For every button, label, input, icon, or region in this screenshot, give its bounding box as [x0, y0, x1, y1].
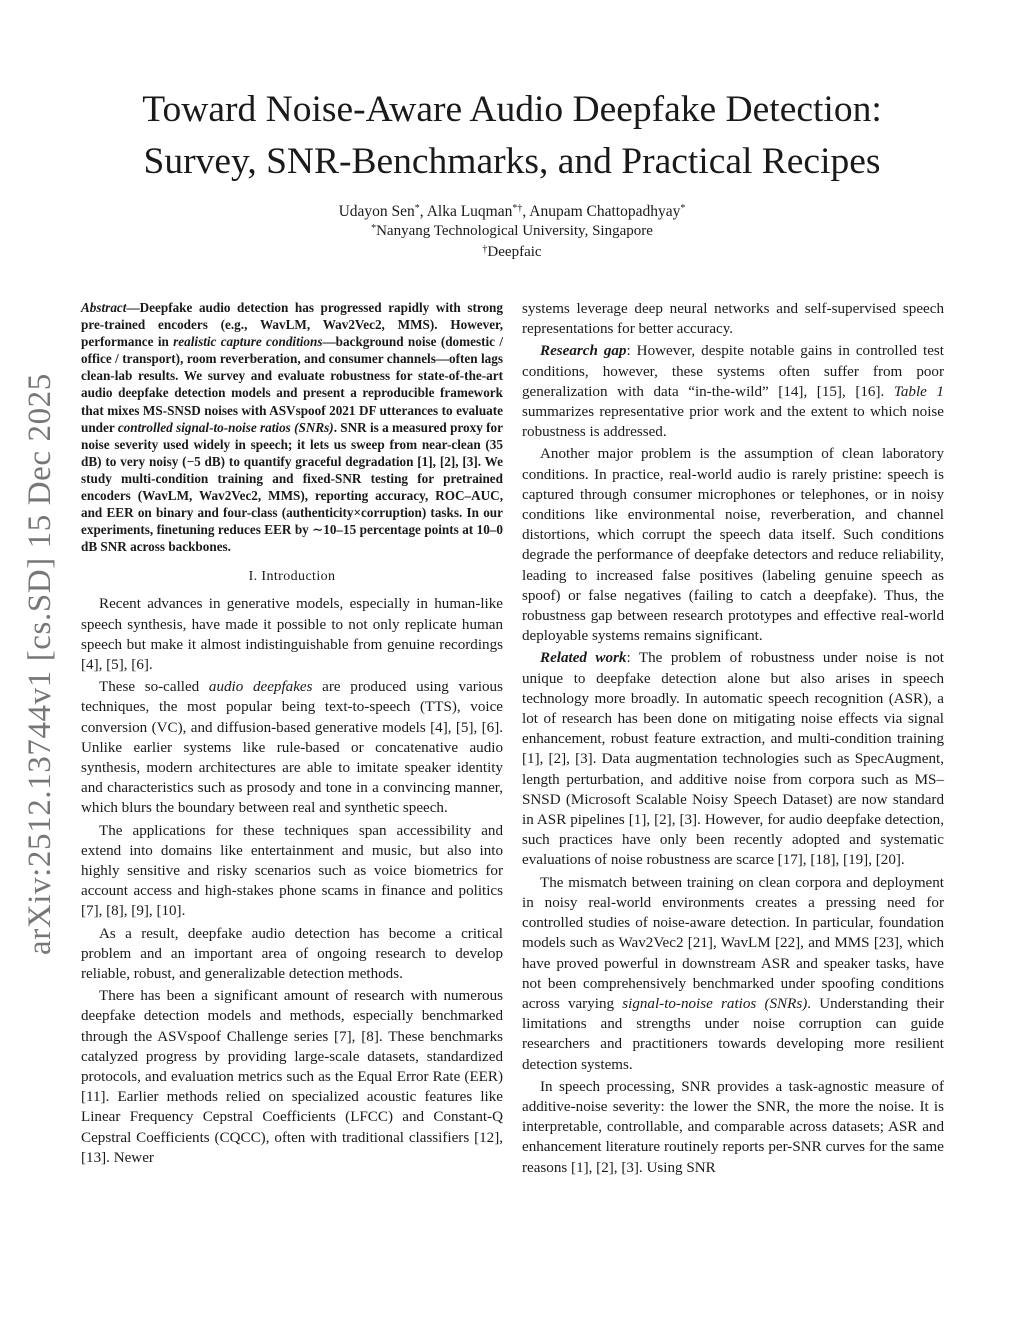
research-gap-label: Research gap	[540, 343, 627, 360]
intro-paragraph-2-text-b: are produced using various techniques, the most popular being text-to-speech (TTS), voice conversion (VC), and diffusion-based generative models [4], [5], [6]. Unlike earlier systems like rule-based or concatenative audio synthesis, modern architectures are able to imitate speaker identity and characteristics such as prosody and tone in a convincing manner, which blurs the boundary between real and synthetic speech.	[81, 679, 503, 817]
right-paragraph-3: Another major problem is the assumption of clean laboratory conditions. In practice, real-world audio is rarely pristine: speech is captured through consumer microphones or telephones, or in noisy conditions like environmental noise, reverberation, and channel distortions, which corrupt the speech data itself. Such conditions degrade the performance of deepfake detectors and reduce reliability, leading to increased false positives (labeling genuine speech as spoof) or false negatives (failing to catch a deepfake). Thus, the robustness gap between research prototypes and effective real-world deployable systems remains significant.	[522, 446, 944, 645]
affiliation-1-mark: *	[371, 223, 377, 234]
author-separator: ,	[522, 203, 530, 220]
intro-paragraph-4: As a result, deepfake audio detection has become a critical problem and an important area of ongoing research to develop reliable, robust, and generalizable detection methods.	[81, 925, 503, 983]
author-names	[60, 202, 964, 221]
related-work-paragraph	[522, 648, 944, 870]
affiliation-2-text: Deepfaic	[487, 244, 542, 260]
right-paragraph-5-emphasis: signal-to-noise ratios (SNRs)	[622, 995, 808, 1012]
related-work-colon: :	[626, 650, 639, 667]
title-line-1: Toward Noise-Aware Audio Deepfake Detection:	[142, 89, 882, 130]
abstract-text-3: . SNR is a measured proxy for noise severity used widely in speech; it lets us sweep from near-clean (35 dB) to very noisy (−5 dB) to quantify graceful degradation [1], [2], [3]. We study multi-condition training and fixed-SNR testing for pretrained encoders (WavLM, Wav2Vec2, MMS), reporting accuracy, ROC–AUC, and EER on binary and four-class (authenticity×corruption) tasks. In our experiments, finetuning reduces EER by ∼10–15 percentage points at 10–0 dB SNR across backbones.	[81, 419, 503, 555]
abstract-text-2: —background noise (domestic / office / transport), room reverberation, and consumer channels—often lags clean-lab results. We survey and evaluate robustness for state-of-the-art audio deepfake detection models and present a reproducible framework that mixes MS-SNSD noises with ASVspoof 2021 DF utterances to evaluate under	[81, 334, 504, 435]
intro-paragraph-2	[81, 677, 503, 818]
author-3: Anupam Chattopadhyay	[529, 203, 681, 220]
arxiv-identifier: arXiv:2512.13744v1 [cs.SD] 15 Dec 2025	[22, 373, 58, 955]
title-line-2: Survey, SNR-Benchmarks, and Practical Recipes	[143, 141, 881, 182]
left-column	[81, 299, 503, 1170]
research-gap-colon: :	[626, 343, 637, 360]
intro-paragraph-2-text-a: These so-called	[99, 679, 209, 696]
right-paragraph-6: In speech processing, SNR provides a task-agnostic measure of additive-noise severity: the lower the SNR, the more the noise. It is interpretable, controllable, and comparable across datasets; ASR and enhancement literature routinely reports per-SNR curves for the same reasons [1], [2], [3]. Using SNR	[522, 1078, 944, 1176]
affiliation-1-text: Nanyang Technological University, Singapore	[376, 223, 653, 239]
author-2: Alka Luqman	[426, 203, 513, 220]
right-paragraph-1: systems leverage deep neural networks and self-supervised speech representations for better accuracy.	[522, 301, 944, 338]
abstract	[81, 299, 503, 555]
abstract-text-1: —Deepfake audio detection has progressed rapidly with strong pre-trained encoders (e.g., WavLM, Wav2Vec2, MMS). However, performance in	[81, 300, 503, 350]
abstract-lead: Abstract	[81, 300, 127, 315]
affiliation-2	[60, 242, 964, 263]
related-work-label: Related work	[540, 650, 627, 667]
author-block	[60, 202, 964, 263]
research-gap-paragraph	[522, 341, 944, 442]
intro-paragraph-3: The applications for these techniques span accessibility and extend into domains like entertainment and music, but also into highly sensitive and risky scenarios such as voice biometrics for account access and high-stakes phone scams in finance and politics [7], [8], [9], [10].	[81, 822, 503, 920]
affiliation-2-mark: †	[482, 244, 488, 255]
right-paragraph-5	[522, 873, 944, 1075]
affiliation-1	[60, 221, 964, 242]
abstract-emphasis-1: realistic capture conditions	[173, 334, 323, 350]
author-separator: ,	[419, 203, 427, 220]
section-heading-introduction: I. Introduction	[248, 569, 336, 585]
intro-paragraph-1: Recent advances in generative models, especially in human-like speech synthesis, have made it possible to not only replicate human speech but make it almost indistinguishable from genuine recordings [4], [5], [6].	[81, 596, 503, 674]
author-1-mark: *	[414, 203, 420, 214]
paper-title	[60, 84, 964, 188]
author-3-mark: *	[680, 203, 686, 214]
research-gap-text-b: summarizes representative prior work and the extent to which noise robustness is addressed.	[522, 404, 944, 441]
right-column	[522, 299, 944, 1180]
right-paragraph-5-text-a: The mismatch between training on clean corpora and deployment in noisy real-world environments creates a pressing need for controlled studies of noise-aware detection. In particular, foundation models such as Wav2Vec2 [21], WavLM [22], and MMS [23], which have proved powerful in downstream ASR and speaker tasks, have not been comprehensively benchmarked under spoofing conditions across varying	[522, 874, 944, 1012]
author-2-mark: *†	[512, 203, 523, 214]
right-paragraph-5-text-b: . Understanding their limitations and strengths under noise corruption can guide researchers and practitioners towards developing more resilient detection systems.	[522, 995, 944, 1073]
author-1: Udayon Sen	[338, 203, 415, 220]
table-reference: Table 1	[893, 383, 944, 400]
related-work-text: The problem of robustness under noise is not unique to deepfake detection alone but also arises in speech technology more broadly. In automatic speech recognition (ASR), a lot of research has been done on mitigating noise effects via signal enhancement, robust feature extraction, and multi-condition training [1], [2], [3]. Data augmentation technologies such as SpecAugment, length perturbation, and additive noise from corpora such as MS–SNSD (Microsoft Scalable Noisy Speech Dataset) are now standard in ASR pipelines [1], [2], [3]. However, for audio deepfake detection, such practices have only been recently adopted and systematic evaluations of noise robustness are scarce [17], [18], [19], [20].	[522, 650, 944, 869]
research-gap-text-a: However, despite notable gains in controlled test conditions, however, these systems often suffer from poor generalization with data “in-the-wild” [14], [15], [16].	[522, 343, 944, 400]
abstract-emphasis-2: controlled signal-to-noise ratios (SNRs)	[117, 419, 334, 435]
intro-paragraph-2-emphasis: audio deepfakes	[208, 679, 313, 696]
intro-paragraph-5: There has been a significant amount of research with numerous deepfake detection models and methods, especially benchmarked through the ASVspoof Challenge series [7], [8]. These benchmarks catalyzed progress by providing large-scale datasets, standardized protocols, and evaluation metrics such as the Equal Error Rate (EER) [11]. Earlier methods relied on specialized acoustic features like Linear Frequency Cepstral Coefficients (LFCC) and Constant-Q Cepstral Coefficients (CQCC), often with traditional classifiers [12], [13]. Newer	[81, 988, 503, 1166]
